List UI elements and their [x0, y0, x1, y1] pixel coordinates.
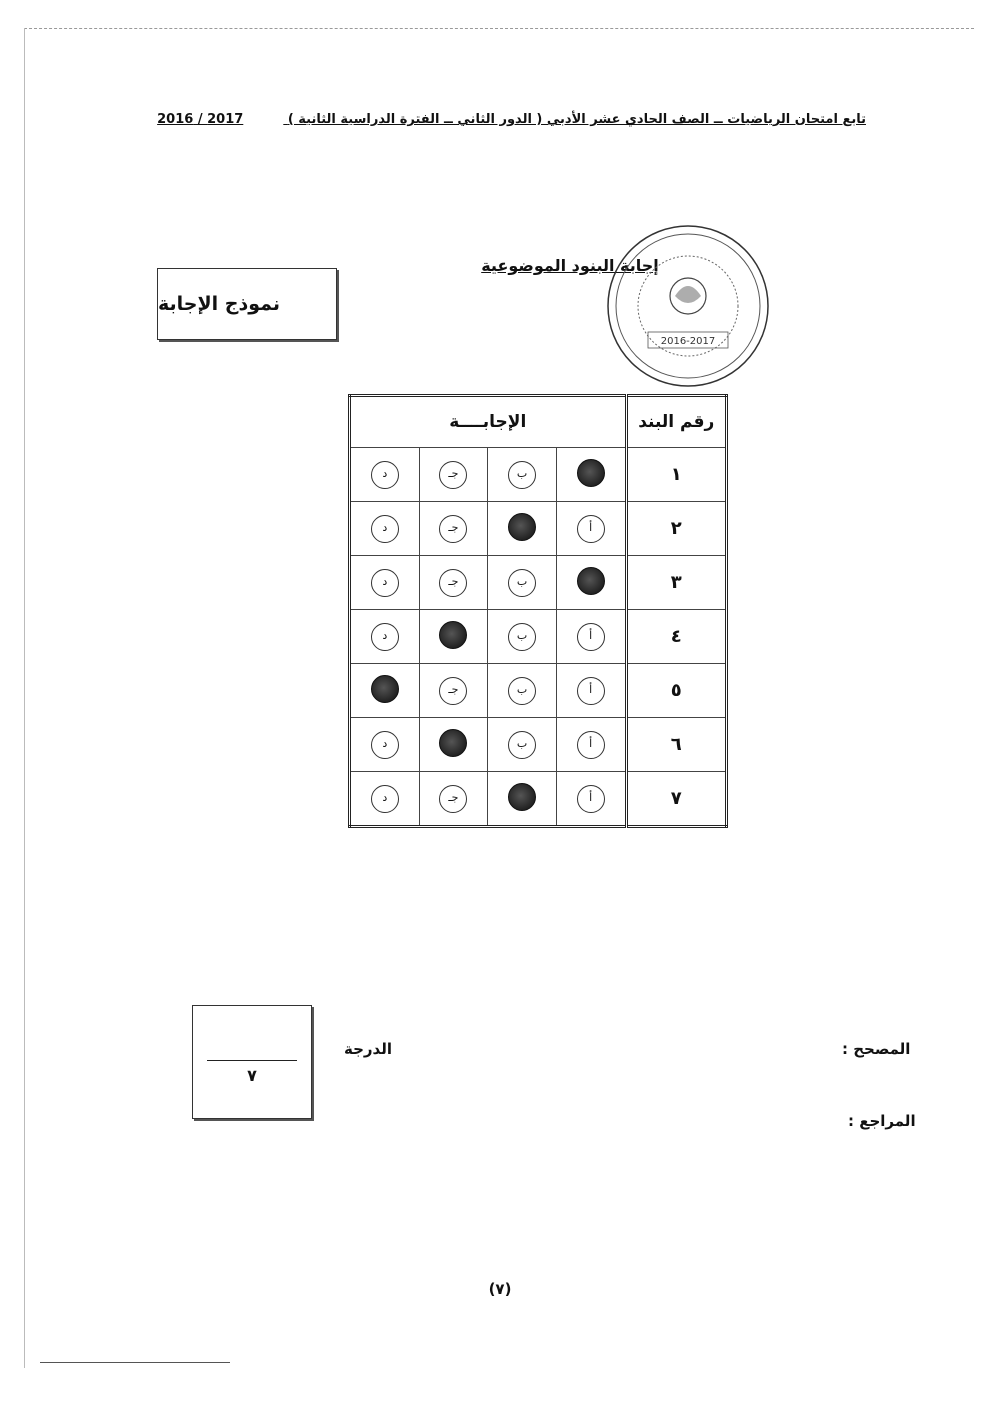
option-cell	[556, 664, 626, 718]
col-item-header: رقم البند	[626, 396, 727, 448]
section-title: إجابة البنود الموضوعية	[481, 256, 659, 275]
option-bubble[interactable]: ب	[508, 461, 536, 489]
option-bubble[interactable]: ب	[508, 569, 536, 597]
option-cell	[350, 718, 420, 772]
header-year: 2017 / 2016	[157, 112, 244, 127]
option-bubble[interactable]: ب	[508, 623, 536, 651]
option-bubble[interactable]: أ	[577, 785, 605, 813]
option-cell	[488, 664, 557, 718]
scan-edge-left	[24, 28, 25, 1368]
option-bubble[interactable]: جـ	[439, 677, 467, 705]
option-cell	[419, 556, 488, 610]
option-cell	[556, 556, 626, 610]
option-bubble[interactable]: د	[371, 569, 399, 597]
table-row	[350, 502, 727, 556]
header-text: تابع امتحان الرياضيات ــ الصف الحادي عشر الأدبي ( الدور الثاني ــ الفترة الدراسية الثانية )	[287, 112, 866, 127]
option-cell	[419, 448, 488, 502]
option-bubble[interactable]: د	[371, 731, 399, 759]
item-number: ٥	[626, 664, 727, 718]
option-bubble[interactable]: أ	[577, 515, 605, 543]
option-cell	[488, 556, 557, 610]
table-row	[350, 772, 727, 827]
option-bubble[interactable]: د	[371, 785, 399, 813]
option-bubble[interactable]: أ	[577, 677, 605, 705]
item-number: ٦	[626, 718, 727, 772]
answers-table	[348, 394, 728, 828]
col-answer-header: الإجابــــة	[350, 396, 627, 448]
option-cell	[350, 502, 420, 556]
option-cell	[350, 772, 420, 827]
grade-box	[192, 1005, 312, 1119]
item-number: ٣	[626, 556, 727, 610]
option-bubble[interactable]: ب	[508, 677, 536, 705]
filled-bubble[interactable]	[508, 513, 536, 541]
filled-bubble[interactable]	[439, 729, 467, 757]
table-row	[350, 556, 727, 610]
table-row	[350, 448, 727, 502]
option-cell	[488, 610, 557, 664]
option-bubble[interactable]: د	[371, 461, 399, 489]
grade-fraction-line	[207, 1060, 297, 1061]
table-row	[350, 718, 727, 772]
answer-model-label: نموذج الإجابة	[158, 293, 280, 315]
option-cell	[556, 610, 626, 664]
scan-edge-top	[24, 28, 974, 29]
item-number: ١	[626, 448, 727, 502]
option-cell	[488, 772, 557, 827]
answer-model-box	[157, 268, 337, 340]
official-stamp	[603, 222, 773, 390]
option-cell	[350, 556, 420, 610]
option-cell	[488, 448, 557, 502]
option-bubble[interactable]: أ	[577, 731, 605, 759]
option-bubble[interactable]: جـ	[439, 785, 467, 813]
option-bubble[interactable]: جـ	[439, 569, 467, 597]
option-cell	[350, 664, 420, 718]
option-cell	[350, 448, 420, 502]
option-bubble[interactable]: جـ	[439, 461, 467, 489]
option-cell	[419, 772, 488, 827]
item-number: ٢	[626, 502, 727, 556]
option-cell	[556, 718, 626, 772]
corrector-label: المصحح :	[842, 1040, 911, 1058]
option-bubble[interactable]: جـ	[439, 515, 467, 543]
scan-edge-bottom	[40, 1362, 230, 1363]
option-cell	[556, 502, 626, 556]
stamp-year: 2016-2017	[660, 336, 716, 347]
option-bubble[interactable]: د	[371, 515, 399, 543]
item-number: ٧	[626, 772, 727, 827]
option-cell	[556, 448, 626, 502]
option-cell	[419, 502, 488, 556]
filled-bubble[interactable]	[439, 621, 467, 649]
option-bubble[interactable]: ب	[508, 731, 536, 759]
filled-bubble[interactable]	[371, 675, 399, 703]
grade-out-of: ٧	[247, 1066, 257, 1085]
page-header	[157, 112, 866, 127]
filled-bubble[interactable]	[577, 459, 605, 487]
option-cell	[419, 610, 488, 664]
option-cell	[419, 664, 488, 718]
option-cell	[419, 718, 488, 772]
table-row	[350, 664, 727, 718]
option-cell	[556, 772, 626, 827]
grade-label: الدرجة	[344, 1040, 392, 1058]
option-bubble[interactable]: د	[371, 623, 399, 651]
item-number: ٤	[626, 610, 727, 664]
option-cell	[488, 718, 557, 772]
page-number: (٧)	[488, 1280, 512, 1298]
filled-bubble[interactable]	[577, 567, 605, 595]
filled-bubble[interactable]	[508, 783, 536, 811]
reviewer-label: المراجع :	[848, 1112, 916, 1130]
table-header-row	[350, 396, 727, 448]
table-row	[350, 610, 727, 664]
option-cell	[350, 610, 420, 664]
option-cell	[488, 502, 557, 556]
option-bubble[interactable]: أ	[577, 623, 605, 651]
